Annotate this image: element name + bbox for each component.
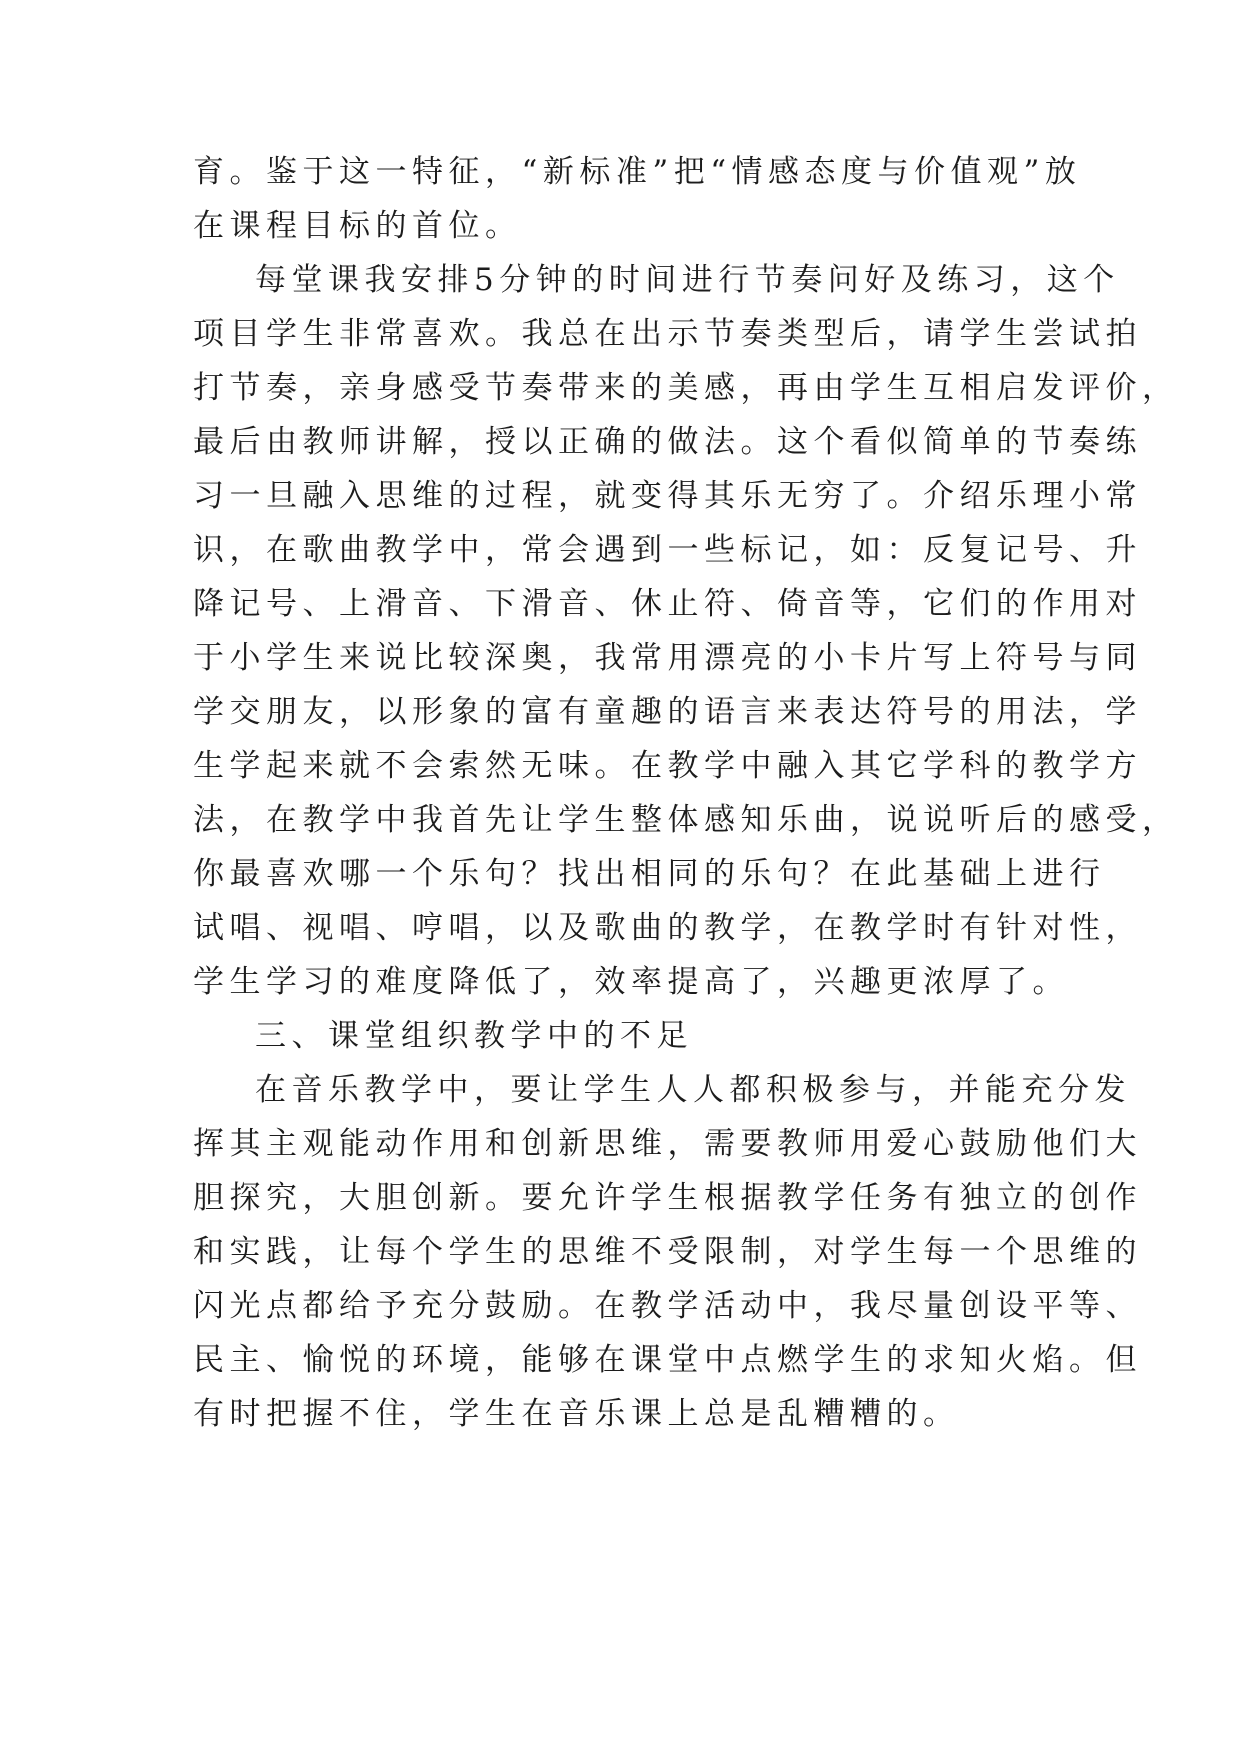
text-line: 闪光点都给予充分鼓励。在教学活动中，我尽量创设平等、: [193, 1288, 1142, 1324]
paragraph-first-line: 每堂课我安排5分钟的时间进行节奏问好及练习，这个: [255, 262, 1120, 298]
text-line: 法，在教学中我首先让学生整体感知乐曲，说说听后的感受，: [193, 802, 1179, 838]
text-line: 育。鉴于这一特征，“新标准”把“情感态度与价值观”放: [193, 154, 1082, 190]
text-line: 生学起来就不会索然无味。在教学中融入其它学科的教学方: [193, 748, 1142, 784]
text-line: 降记号、上滑音、下滑音、休止符、倚音等，它们的作用对: [193, 586, 1142, 622]
text-line: 民主、愉悦的环境，能够在课堂中点燃学生的求知火焰。但: [193, 1342, 1142, 1378]
text-line: 在课程目标的首位。: [193, 208, 522, 244]
text-line: 试唱、视唱、哼唱，以及歌曲的教学，在教学时有针对性，: [193, 910, 1142, 946]
text-line: 有时把握不住，学生在音乐课上总是乱糟糟的。: [193, 1396, 960, 1432]
text-line: 打节奏，亲身感受节奏带来的美感，再由学生互相启发评价，: [193, 370, 1179, 406]
text-line: 你最喜欢哪一个乐句？找出相同的乐句？在此基础上进行: [193, 856, 1106, 892]
text-line: 习一旦融入思维的过程，就变得其乐无穷了。介绍乐理小常: [193, 478, 1142, 514]
text-line: 学交朋友，以形象的富有童趣的语言来表达符号的用法，学: [193, 694, 1142, 730]
text-line: 和实践，让每个学生的思维不受限制，对学生每一个思维的: [193, 1234, 1142, 1270]
text-line: 识，在歌曲教学中，常会遇到一些标记，如：反复记号、升: [193, 532, 1142, 568]
text-line: 项目学生非常喜欢。我总在出示节奏类型后，请学生尝试拍: [193, 316, 1142, 352]
text-line: 于小学生来说比较深奥，我常用漂亮的小卡片写上符号与同: [193, 640, 1142, 676]
text-line: 挥其主观能动作用和创新思维，需要教师用爱心鼓励他们大: [193, 1126, 1142, 1162]
text-line: 胆探究，大胆创新。要允许学生根据教学任务有独立的创作: [193, 1180, 1142, 1216]
text-line: 最后由教师讲解，授以正确的做法。这个看似简单的节奏练: [193, 424, 1142, 460]
paragraph-first-line: 在音乐教学中，要让学生人人都积极参与，并能充分发: [255, 1072, 1131, 1108]
text-line: 学生学习的难度降低了，效率提高了，兴趣更浓厚了。: [193, 964, 1069, 1000]
section-heading: 三、课堂组织教学中的不足: [255, 1018, 693, 1054]
